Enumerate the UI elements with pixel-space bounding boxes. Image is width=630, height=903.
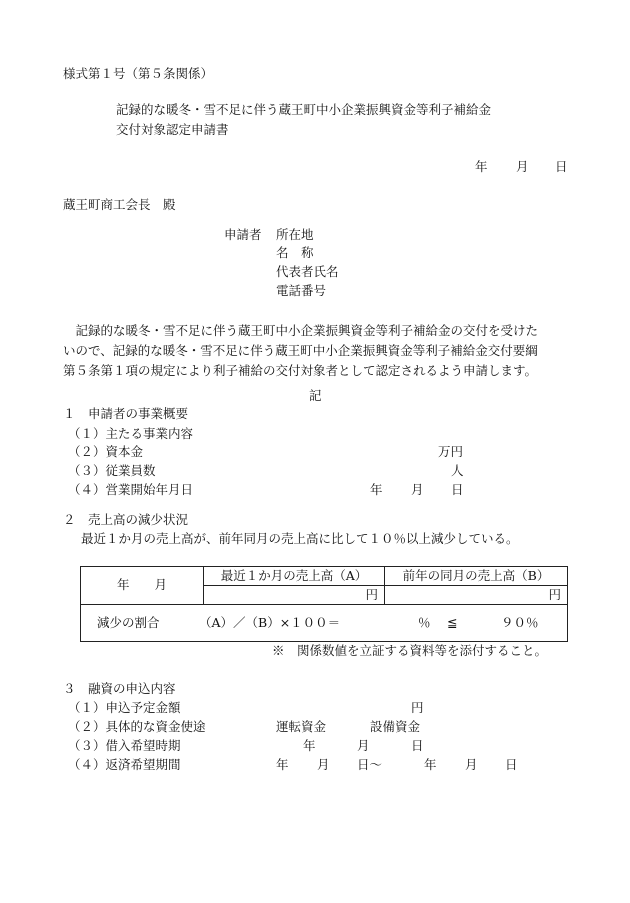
section1-item-start-date: （４）営業開始年月日 [68, 482, 194, 497]
section1-item-capital: （２）資本金 [68, 444, 144, 459]
body-paragraph [63, 321, 573, 381]
start-date-month: 月 [411, 482, 424, 497]
body-line: 記録的な暖冬・雪不足に伴う蔵王町中小企業振興資金等利子補給金の交付を受けた [63, 323, 539, 338]
use-equipment-capital: 設備資金 [370, 719, 421, 734]
ratio-formula: （A）／（B）×１００＝ [199, 615, 341, 630]
section3-item-repay-period: （４）返済希望期間 [68, 757, 181, 772]
start-date-year: 年 [370, 482, 383, 497]
repay-end-year: 年 [424, 757, 437, 772]
ratio-percent: ％ [418, 615, 431, 630]
section3-item-amount: （１）申込予定金額 [68, 700, 181, 715]
col-a-label: 最近１か月の売上高（A） [220, 567, 368, 583]
section3-heading: ３ 融資の申込内容 [63, 681, 176, 696]
col-a-value-cell [204, 586, 385, 605]
applicant-representative: 代表者氏名 [276, 264, 339, 279]
section1-item-business: （１）主たる事業内容 [68, 426, 194, 441]
col-b-yen: 円 [548, 586, 561, 602]
repay-start-year: 年 [276, 757, 289, 772]
applicant-label: 申請者 [224, 227, 262, 242]
ki-heading: 記 [309, 388, 322, 403]
col-a-header [204, 567, 385, 586]
section2-description: 最近１か月の売上高が、前年同月の売上高に比して１０％以上減少している。 [81, 531, 519, 546]
reduction-ratio-row [81, 605, 568, 642]
date-day: 日 [555, 159, 568, 174]
date-year: 年 [475, 159, 488, 174]
attachment-note: ※ 関係数値を立証する資料等を添付すること。 [272, 643, 548, 658]
year-month-label: 年 月 [116, 577, 167, 593]
applicant-phone: 電話番号 [276, 283, 327, 298]
repay-start-day: 日～ [357, 757, 383, 772]
amount-unit: 円 [411, 700, 424, 715]
section2-heading: ２ 売上高の減少状況 [63, 512, 189, 527]
repay-end-day: 日 [505, 757, 518, 772]
section3-item-borrow-time: （３）借入希望時期 [68, 738, 181, 753]
title-line-2: 交付対象認定申請書 [116, 122, 229, 137]
addressee: 蔵王町商工会長 殿 [63, 197, 176, 212]
start-date-day: 日 [451, 482, 464, 497]
ratio-threshold: ９０％ [501, 615, 539, 630]
repay-end-month: 月 [465, 757, 478, 772]
applicant-address: 所在地 [276, 227, 314, 242]
form-number: 様式第１号（第５条関係） [63, 66, 214, 81]
sales-table [80, 566, 568, 642]
applicant-name: 名 称 [276, 245, 314, 260]
year-month-cell [81, 567, 204, 605]
section1-item-employees: （３）従業員数 [68, 463, 156, 478]
borrow-year: 年 [303, 738, 316, 753]
body-line: 第５条第１項の規定により利子補給の交付対象者として認定されるよう申請します。 [63, 363, 538, 378]
ratio-label: 減少の割合 [97, 615, 160, 630]
section3-item-use: （２）具体的な資金使途 [68, 719, 206, 734]
borrow-day: 日 [411, 738, 424, 753]
col-b-label: 前年の同月の売上高（B） [402, 567, 550, 583]
section1-heading: １ 申請者の事業概要 [63, 406, 189, 421]
title-line-1: 記録的な暖冬・雪不足に伴う蔵王町中小企業振興資金等利子補給金 [116, 102, 492, 117]
ratio-le-sign: ≦ [447, 615, 458, 630]
employees-unit: 人 [451, 463, 464, 478]
body-line: いので、記録的な暖冬・雪不足に伴う蔵王町中小企業振興資金等利子補給金交付要綱 [63, 343, 538, 358]
use-working-capital: 運転資金 [276, 719, 327, 734]
col-b-header [385, 567, 568, 586]
borrow-month: 月 [357, 738, 370, 753]
col-b-value-cell [385, 586, 568, 605]
capital-unit: 万円 [438, 444, 464, 459]
date-month: 月 [516, 159, 529, 174]
col-a-yen: 円 [365, 586, 378, 602]
repay-start-month: 月 [317, 757, 330, 772]
